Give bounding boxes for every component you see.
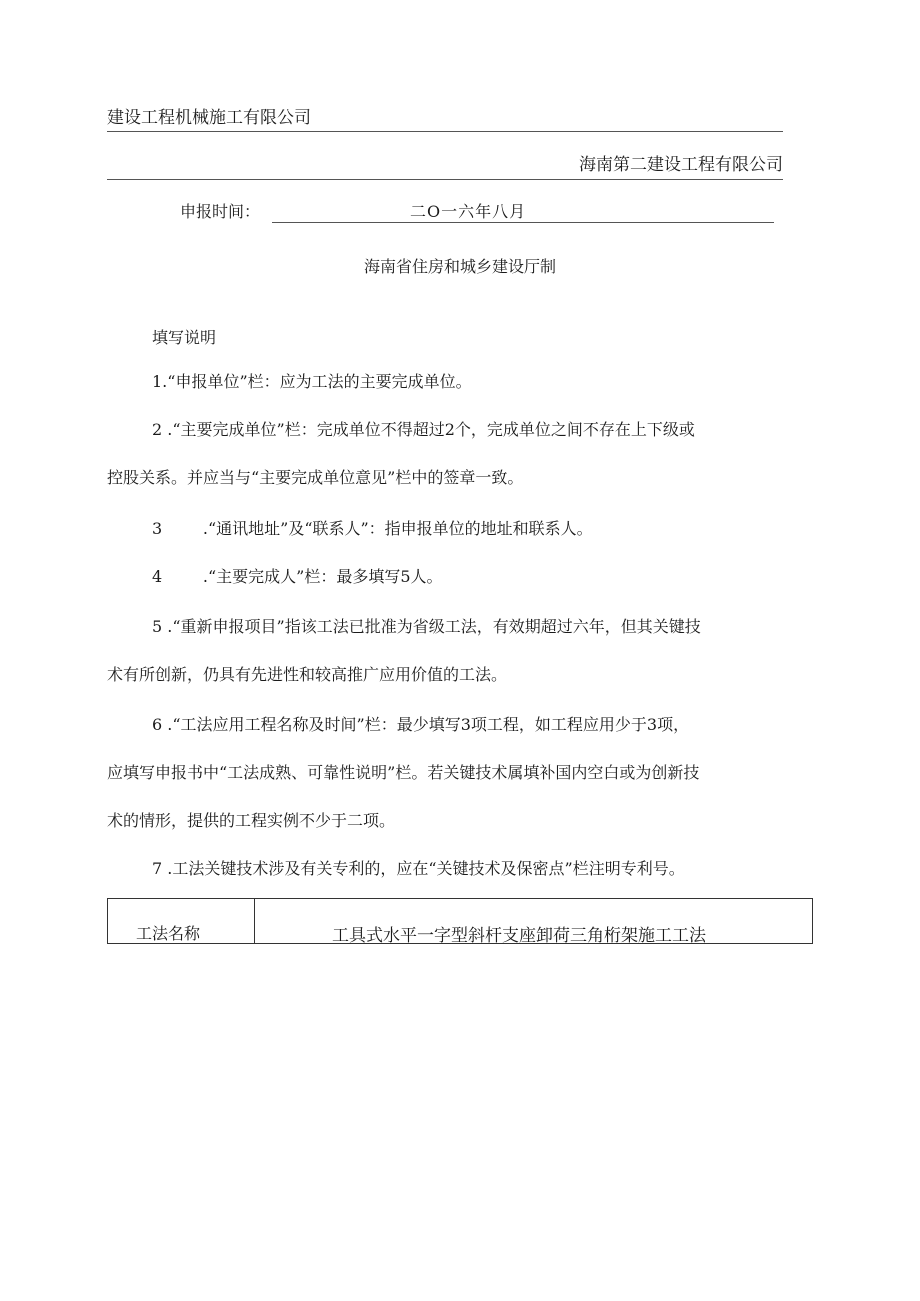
declare-date-value: 二O一六年八月	[410, 202, 527, 221]
instruction-5a: 5 .“重新申报项目”指该工法已批准为省级工法，有效期超过六年，但其关键技	[152, 617, 701, 636]
company-name-2: 海南第二建设工程有限公司	[579, 155, 783, 175]
instruction-6c: 术的情形，提供的工程实例不少于二项。	[107, 811, 396, 830]
company-line-2	[107, 152, 783, 180]
company-name-1: 建设工程机械施工有限公司	[107, 108, 311, 128]
instruction-4: 4 .“主要完成人”栏：最多填写5人。	[152, 567, 443, 586]
instruction-6b: 应填写申报书中“工法成熟、可靠性说明”栏。若关键技术属填补国内空白或为创新技	[107, 763, 700, 782]
company-line-1	[107, 106, 783, 132]
instruction-6a: 6 .“工法应用工程名称及时间”栏：最少填写3项工程，如工程应用少于3项，	[152, 715, 690, 734]
declare-date-row	[180, 201, 774, 223]
method-name-value: 工具式水平一字型斜杆支座卸荷三角桁架施工工法	[332, 926, 706, 946]
issuer-line: 海南省住房和城乡建设厅制	[363, 257, 556, 276]
declare-date-label: 申报时间：	[180, 202, 261, 221]
instruction-5b: 术有所创新，仍具有先进性和较高推广应用价值的工法。	[107, 665, 508, 684]
instruction-3: 3 .“通讯地址”及“联系人”：指申报单位的地址和联系人。	[152, 519, 593, 538]
method-name-table	[107, 898, 813, 944]
method-name-label-cell	[108, 899, 255, 943]
instruction-7: 7 .工法关键技术涉及有关专利的，应在“关键技术及保密点”栏注明专利号。	[152, 859, 685, 878]
instruction-1: 1.“申报单位”栏：应为工法的主要完成单位。	[152, 372, 472, 391]
method-name-label: 工法名称	[136, 924, 201, 943]
instruction-2b: 控股关系。并应当与“主要完成单位意见”栏中的签章一致。	[107, 468, 524, 487]
instruction-2a: 2 .“主要完成单位”栏：完成单位不得超过2个，完成单位之间不存在上下级或	[152, 420, 695, 439]
instructions-heading: 填写说明	[152, 328, 217, 347]
